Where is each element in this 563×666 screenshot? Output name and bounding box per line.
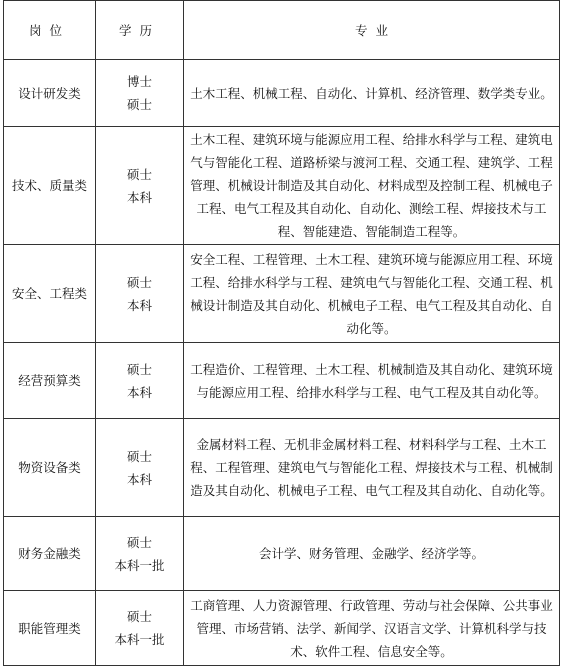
degree-cell — [96, 127, 184, 245]
degree-line: 本科 — [126, 384, 152, 400]
degree-cell — [96, 591, 184, 666]
major-cell: 土木工程、机械工程、自动化、计算机、经济管理、数学类专业。 — [184, 60, 560, 127]
table-row — [4, 419, 560, 517]
table-row — [4, 343, 560, 419]
header-degree: 学历 — [96, 1, 184, 60]
major-cell: 金属材料工程、无机非金属材料工程、材料科学与工程、土木工程、工程管理、建筑电气与智能化工程、焊接技术与工程、机械制造及其自动化、机械电子工程、电气工程及其自动化、自动化等。 — [184, 419, 560, 517]
degree-line: 本科一批 — [114, 632, 165, 647]
post-cell: 财务金融类 — [4, 517, 96, 591]
major-cell: 土木工程、建筑环境与能源应用工程、给排水科学与工程、建筑电气与智能化工程、道路桥梁与渡河工程、交通工程、建筑学、工程管理、机械设计制造及其自动化、材料成型及控制工程、机械电子工程、电气工程及其自动化、自动化、测绘工程、焊接技术与工程、智能建造、智能制造工程等。 — [184, 127, 560, 245]
recruitment-table — [3, 0, 560, 666]
table-header-row — [4, 1, 560, 60]
degree-cell — [96, 419, 184, 517]
degree-line: 硕士 — [126, 534, 152, 550]
degree-line: 硕士 — [126, 448, 152, 464]
table-row — [4, 591, 560, 666]
post-cell: 设计研发类 — [4, 60, 96, 127]
table-row — [4, 60, 560, 127]
header-major: 专 业 — [184, 1, 560, 60]
degree-line: 硕士 — [126, 166, 152, 182]
major-cell: 会计学、财务管理、金融学、经济学等。 — [184, 517, 560, 591]
degree-line: 硕士 — [126, 609, 152, 624]
degree-line: 本科 — [126, 471, 152, 487]
post-cell: 安全、工程类 — [4, 245, 96, 343]
table-row — [4, 127, 560, 245]
degree-line: 本科 — [126, 189, 152, 205]
post-cell: 物资设备类 — [4, 419, 96, 517]
major-cell: 安全工程、工程管理、土木工程、建筑环境与能源应用工程、环境工程、给排水科学与工程、建筑电气与智能化工程、交通工程、机械设计制造及其自动化、机械电子工程、电气工程及其自动化、自动化等。 — [184, 245, 560, 343]
degree-cell — [96, 245, 184, 343]
header-post: 岗位 — [4, 1, 96, 60]
post-cell: 技术、质量类 — [4, 127, 96, 245]
major-cell: 工商管理、人力资源管理、行政管理、劳动与社会保障、公共事业管理、市场营销、法学、新闻学、汉语言文学、计算机科学与技术、软件工程、信息安全等。 — [184, 591, 560, 666]
table-row — [4, 517, 560, 591]
degree-line: 本科一批 — [114, 557, 165, 573]
degree-line: 硕士 — [126, 274, 152, 290]
degree-cell — [96, 60, 184, 127]
degree-cell — [96, 517, 184, 591]
degree-line: 本科 — [126, 297, 152, 313]
table-row — [4, 245, 560, 343]
post-cell: 职能管理类 — [4, 591, 96, 666]
post-cell: 经营预算类 — [4, 343, 96, 419]
recruitment-table-sheet — [3, 0, 560, 666]
major-cell: 工程造价、工程管理、土木工程、机械制造及其自动化、建筑环境与能源应用工程、给排水科学与工程、电气工程及其自动化等。 — [184, 343, 560, 419]
degree-line: 硕士 — [126, 97, 152, 112]
degree-line: 博士 — [126, 74, 152, 89]
degree-line: 硕士 — [126, 361, 152, 377]
degree-cell — [96, 343, 184, 419]
